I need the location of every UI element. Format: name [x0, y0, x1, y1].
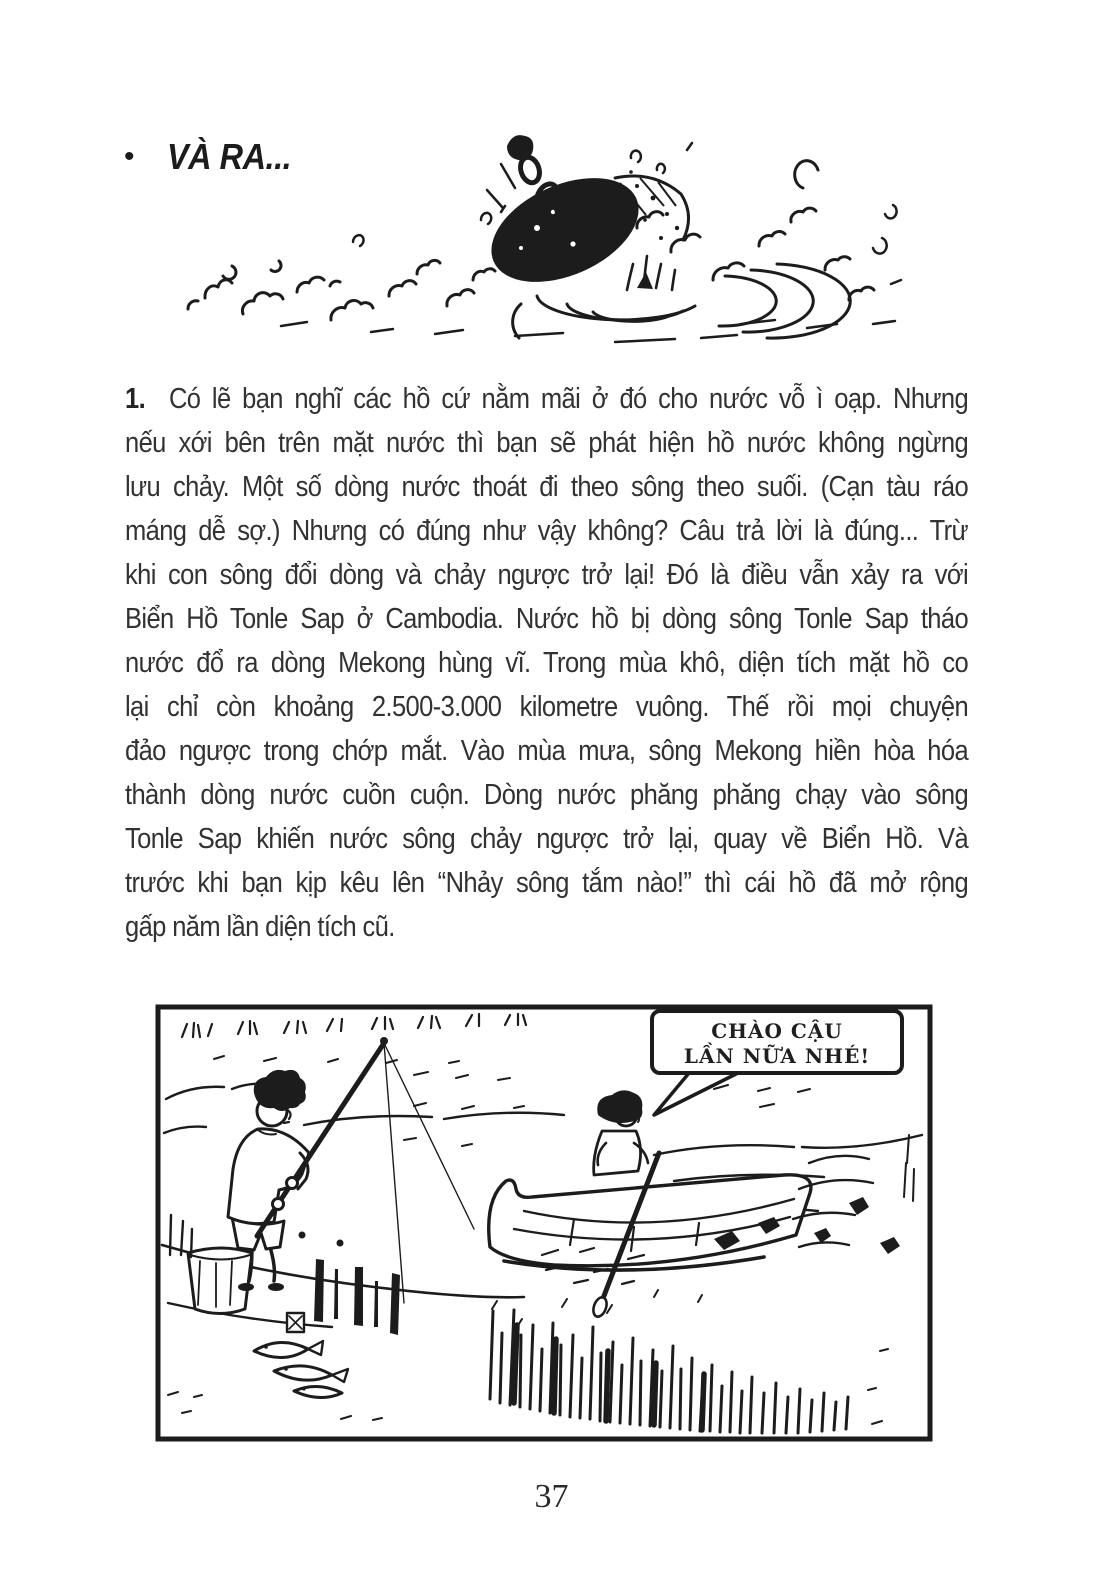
paragraph-line: Biển Hồ Tonle Sap ở Cambodia. Nước hồ bị dòng sông Tonle Sap tháo	[125, 603, 969, 635]
paragraph-line: lưu chảy. Một số dòng nước thoát đi theo sông theo suối. (Cạn tàu ráo	[125, 471, 969, 503]
page-number: 37	[534, 1478, 569, 1515]
paragraph-line: máng dễ sợ.) Nhưng có đúng như vậy không? Câu trả lời là đúng... Trừ	[125, 515, 969, 547]
body-paragraph	[125, 377, 968, 949]
paragraph-line: Tonle Sap khiến nước sông chảy ngược trở lại, quay về Biển Hồ. Và	[125, 823, 969, 855]
paragraph-line: trước khi bạn kịp kêu lên “Nhảy sông tắm nào!” thì cái hồ đã mở rộng	[125, 867, 969, 899]
speech-bubble-text-line2: LẦN NỮA NHÉ!	[683, 1044, 871, 1068]
paragraph-line: thành dòng nước cuồn cuộn. Dòng nước phăng phăng chạy vào sông	[125, 779, 969, 811]
paragraph-line: khi con sông đổi dòng và chảy ngược trở lại! Đó là điều vẫn xảy ra với	[125, 559, 969, 591]
paragraph-line-text: Có lẽ bạn nghĩ các hồ cứ nằm mãi ở đó cho nước vỗ ì oạp. Nhưng	[168, 383, 969, 415]
buoy-splash-illustration	[185, 128, 905, 353]
paragraph-line: nếu xới bên trên mặt nước thì bạn sẽ phát hiện hồ nước không ngừng	[125, 427, 969, 459]
paragraph-line: lại chỉ còn khoảng 2.500-3.000 kilometre vuông. Thế rồi mọi chuyện	[125, 691, 969, 723]
paragraph-number: 1.	[125, 383, 146, 415]
speech-bubble-text-line1: CHÀO CẬU	[711, 1019, 843, 1043]
paragraph-line: đảo ngược trong chớp mắt. Vào mùa mưa, sông Mekong hiền hòa hóa	[125, 735, 969, 767]
paragraph-line: nước đổ ra dòng Mekong hùng vĩ. Trong mùa khô, diện tích mặt hồ co	[125, 647, 969, 679]
paragraph-line: gấp năm lần diện tích cũ.	[125, 911, 395, 943]
fishing-comic-illustration	[154, 1003, 934, 1443]
paragraph-line	[125, 377, 968, 421]
bullet-icon: •	[124, 140, 135, 173]
chain-icon	[487, 135, 561, 212]
section-heading-label: VÀ RA...	[166, 136, 291, 177]
